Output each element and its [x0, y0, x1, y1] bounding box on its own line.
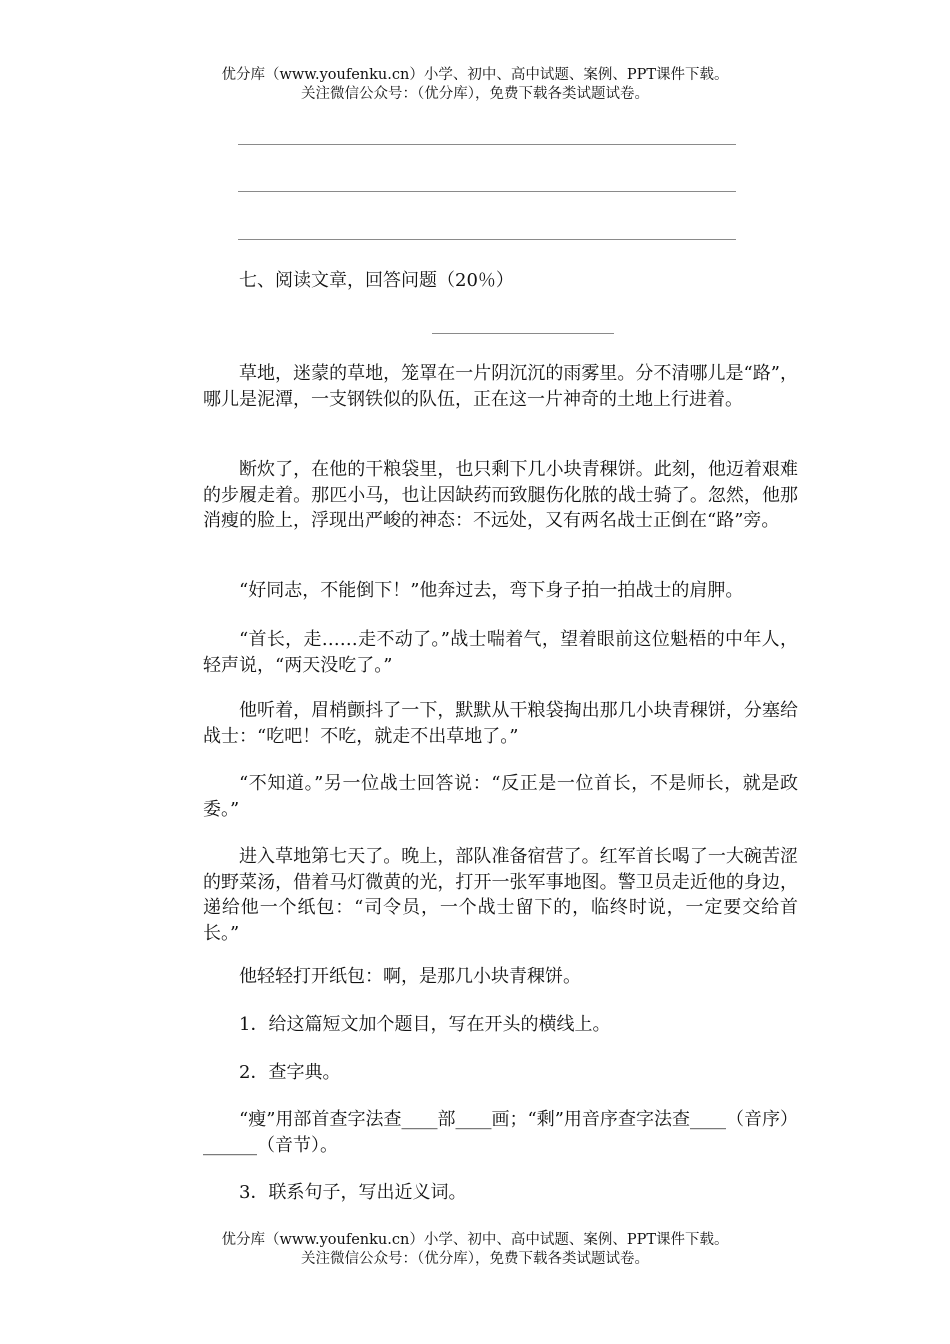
paragraph-5: 他听着，眉梢颤抖了一下，默默从干粮袋掏出那几小块青稞饼，分塞给战士：“吃吧！不吃，就走不出草地了。”	[203, 700, 798, 747]
question-2: 2．查字典。	[239, 1062, 341, 1083]
section-title: 七、阅读文章，回答问题（20％）	[239, 270, 514, 291]
question-3: 3．联系句子，写出近义词。	[239, 1182, 467, 1203]
answer-line-3	[238, 239, 736, 240]
paragraph-6: “不知道。”另一位战士回答说：“反正是一位首长，不是师长，就是政委。”	[203, 773, 798, 820]
footer-line-2: 关注微信公众号：（优分库），免费下载各类试题试卷。	[301, 1251, 649, 1267]
paragraph-7: 进入草地第七天了。晚上，部队准备宿营了。红军首长喝了一大碗苦涩的野菜汤，借着马灯微黄的光，打开一张军事地图。警卫员走近他的身边，递给他一个纸包：“司令员，一个战士留下的，临终时说，一定要交给首长。”	[203, 846, 798, 944]
page-header	[0, 66, 950, 104]
answer-line-2	[238, 191, 736, 192]
paragraph-4: “首长，走……走不动了。”战士喘着气，望着眼前这位魁梧的中年人，轻声说，“两天没吃了。”	[203, 629, 798, 676]
answer-line-1	[238, 144, 736, 145]
question-2-detail: “瘦”用部首查字法查____部____画；“剩”用音序查字法查____（音序）______（音节）。	[203, 1109, 798, 1156]
header-line-2: 关注微信公众号：（优分库），免费下载各类试题试卷。	[301, 86, 649, 102]
title-blank-line	[432, 333, 614, 334]
paragraph-2: 断炊了，在他的干粮袋里，也只剩下几小块青稞饼。此刻，他迈着艰难的步履走着。那匹小马，也让因缺药而致腿伤化脓的战士骑了。忽然，他那消瘦的脸上，浮现出严峻的神态：不远处，又有两名战士正倒在“路”旁。	[203, 459, 798, 531]
footer-line-1: 优分库（www.youfenku.cn）小学、初中、高中试题、案例、PPT课件下载。	[221, 1232, 729, 1248]
paragraph-1: 草地，迷蒙的草地，笼罩在一片阴沉沉的雨雾里。分不清哪儿是“路”，哪儿是泥潭，一支钢铁似的队伍，正在这一片神奇的土地上行进着。	[203, 363, 798, 410]
header-line-1: 优分库（www.youfenku.cn）小学、初中、高中试题、案例、PPT课件下载。	[221, 67, 729, 83]
paragraph-3: “好同志，不能倒下！”他奔过去，弯下身子拍一拍战士的肩胛。	[239, 580, 744, 601]
page-footer	[0, 1231, 950, 1269]
question-1: 1．给这篇短文加个题目，写在开头的横线上。	[239, 1014, 611, 1035]
paragraph-8: 他轻轻打开纸包：啊，是那几小块青稞饼。	[239, 966, 581, 987]
